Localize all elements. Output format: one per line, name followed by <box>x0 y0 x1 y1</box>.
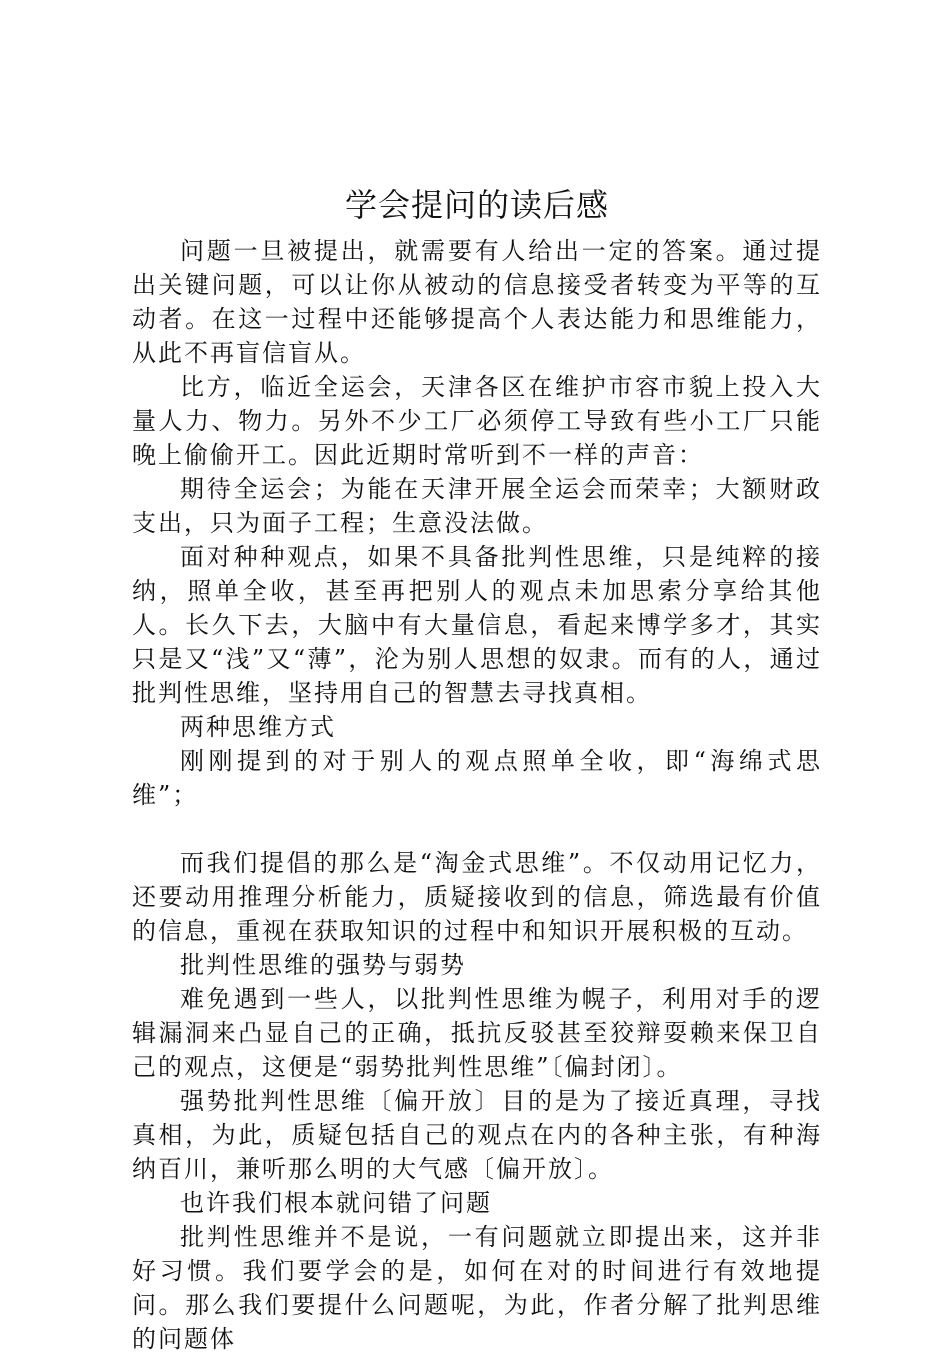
paragraph-example: 比方，临近全运会，天津各区在维护市容市貌上投入大量人力、物力。另外不少工厂必须停工导致有些小工厂只能晚上偷偷开工。因此近期时常听到不一样的声音： <box>132 373 822 469</box>
paragraph-gold-panning-thinking: 而我们提倡的那么是“淘金式思维”。不仅动用记忆力，还要动用推理分析能力，质疑接收到的信息，筛选最有价值的信息，重视在获取知识的过程中和知识开展积极的互动。 <box>132 849 822 945</box>
paragraph-sponge-thinking: 刚刚提到的对于别人的观点照单全收，即“海绵式思维”； <box>132 747 822 809</box>
paragraph-no-critical-thinking: 面对种种观点，如果不具备批判性思维，只是纯粹的接纳，照单全收，甚至再把别人的观点未加思索分享给其他人。长久下去，大脑中有大量信息，看起来博学多才，其实只是又“浅”又“薄”，沦为别人思想的奴隶。而有的人，通过批判性思维，坚持用自己的智慧去寻找真相。 <box>132 543 822 707</box>
blank-line <box>132 812 822 846</box>
section-heading-strong-weak: 批判性思维的强势与弱势 <box>180 951 466 979</box>
section-heading-wrong-question: 也许我们根本就问错了问题 <box>180 1189 492 1217</box>
paragraph-strong-critical-thinking: 强势批判性思维〔偏开放〕目的是为了接近真理，寻找真相，为此，质疑包括自己的观点在内的各种主张，有种海纳百川，兼听那么明的大气感〔偏开放〕。 <box>132 1087 822 1183</box>
paragraph-weak-critical-thinking: 难免遇到一些人，以批判性思维为幌子，利用对手的逻辑漏洞来凸显自己的正确，抵抗反驳甚至狡辩耍赖来保卫自己的观点，这便是“弱势批判性思维”〔偏封闭〕。 <box>132 985 822 1081</box>
paragraph-intro: 问题一旦被提出，就需要有人给出一定的答案。通过提出关键问题，可以让你从被动的信息接受者转变为平等的互动者。在这一过程中还能够提高个人表达能力和思维能力，从此不再盲信盲从。 <box>132 237 822 367</box>
section-heading-two-ways: 两种思维方式 <box>180 713 336 741</box>
paragraph-opinions: 期待全运会；为能在天津开展全运会而荣幸；大额财政支出，只为面子工程；生意没法做。 <box>132 475 822 537</box>
document-page <box>132 180 822 1356</box>
paragraph-asking-questions: 批判性思维并不是说，一有问题就立即提出来，这并非好习惯。我们要学会的是，如何在对的时间进行有效地提问。那么我们要提什么问题呢，为此，作者分解了批判思维的问题体 <box>132 1223 822 1353</box>
document-title: 学会提问的读后感 <box>344 186 609 224</box>
